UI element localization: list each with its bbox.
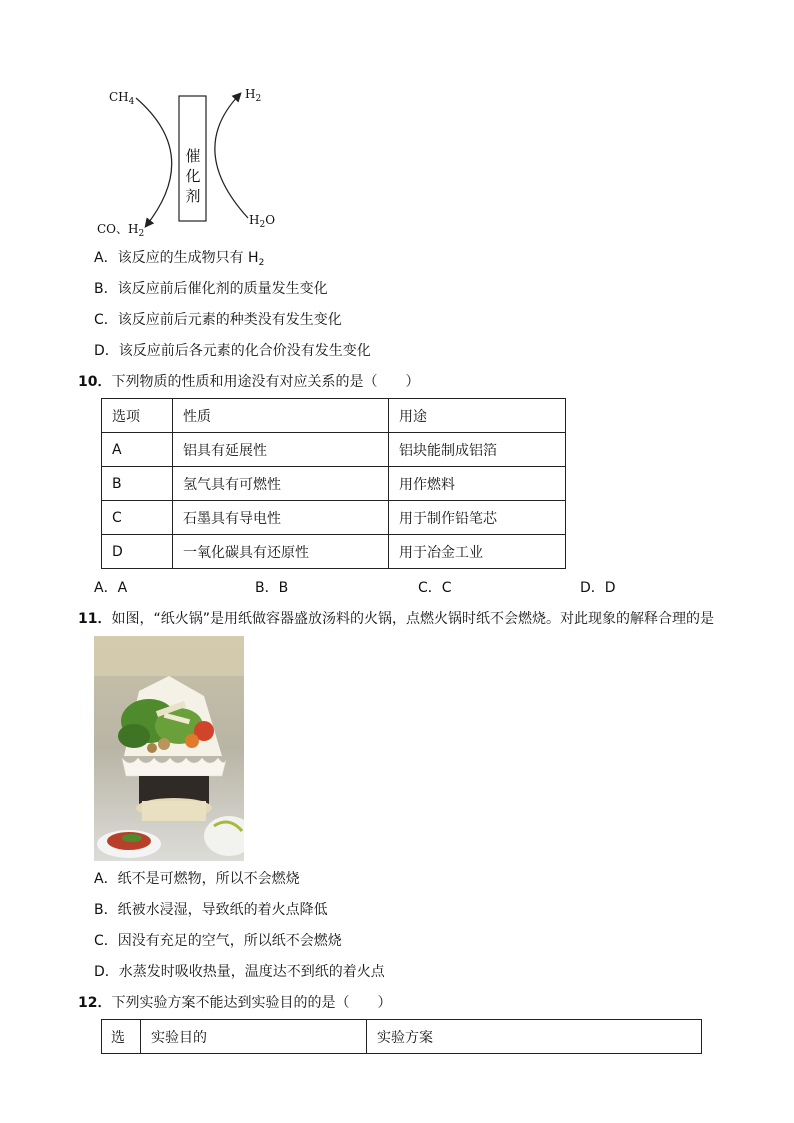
q10-stem: 10．下列物质的性质和用途没有对应关系的是（ ） [78,374,420,390]
q11-option-a: A．纸不是可燃物，所以不会燃烧 [94,871,300,887]
h2o-label: $H_2O$ [249,213,276,230]
table-row: B 氢气具有可燃性 用作燃料 [102,467,566,501]
right-arrow [215,94,248,218]
ch4-label: $CH_4$ [109,90,135,107]
q11-option-c: C．因没有充足的空气，所以纸不会燃烧 [94,933,342,949]
q9-option-d: D．该反应前后各元素的化合价没有发生变化 [94,343,371,359]
q10-option-b: B．B [255,580,289,596]
q9-option-a: A．该反应的生成物只有 $H_2$ [94,250,265,268]
q9-option-c: C．该反应前后元素的种类没有发生变化 [94,312,342,328]
q11-stem: 11．如图，“纸火锅”是用纸做容器盛放汤料的火锅，点燃火锅时纸不会燃烧。对此现象的解释合理的是 [78,611,714,627]
q11-option-b: B．纸被水浸湿，导致纸的着火点降低 [94,902,328,918]
table-row: C 石墨具有导电性 用于制作铅笔芯 [102,501,566,535]
table-row: D 一氧化碳具有还原性 用于冶金工业 [102,535,566,569]
catalyst-label: 催 化 剂 [185,147,201,205]
paper-hotpot-photo [94,636,244,861]
q12-stem: 12．下列实验方案不能达到实验目的的是（ ） [78,995,392,1011]
table-row: A 铝具有延展性 铝块能制成铝箔 [102,433,566,467]
h2-product-label: $H_2$ [245,87,262,104]
q11-option-d: D．水蒸发时吸收热量，温度达不到纸的着火点 [94,964,385,980]
q9-option-b: B．该反应前后催化剂的质量发生变化 [94,281,328,297]
q10-option-d: D．D [580,580,616,596]
table-header-row: 选项 性质 用途 [102,399,566,433]
co-h2-label: CO、$H_2$ [97,222,145,239]
table-header-row: 选 实验目的 实验方案 [102,1020,702,1054]
q12-table [101,1019,702,1054]
q10-option-a: A．A [94,580,128,596]
q10-table [101,398,566,569]
left-arrow [136,98,172,226]
q10-option-c: C．C [418,580,452,596]
